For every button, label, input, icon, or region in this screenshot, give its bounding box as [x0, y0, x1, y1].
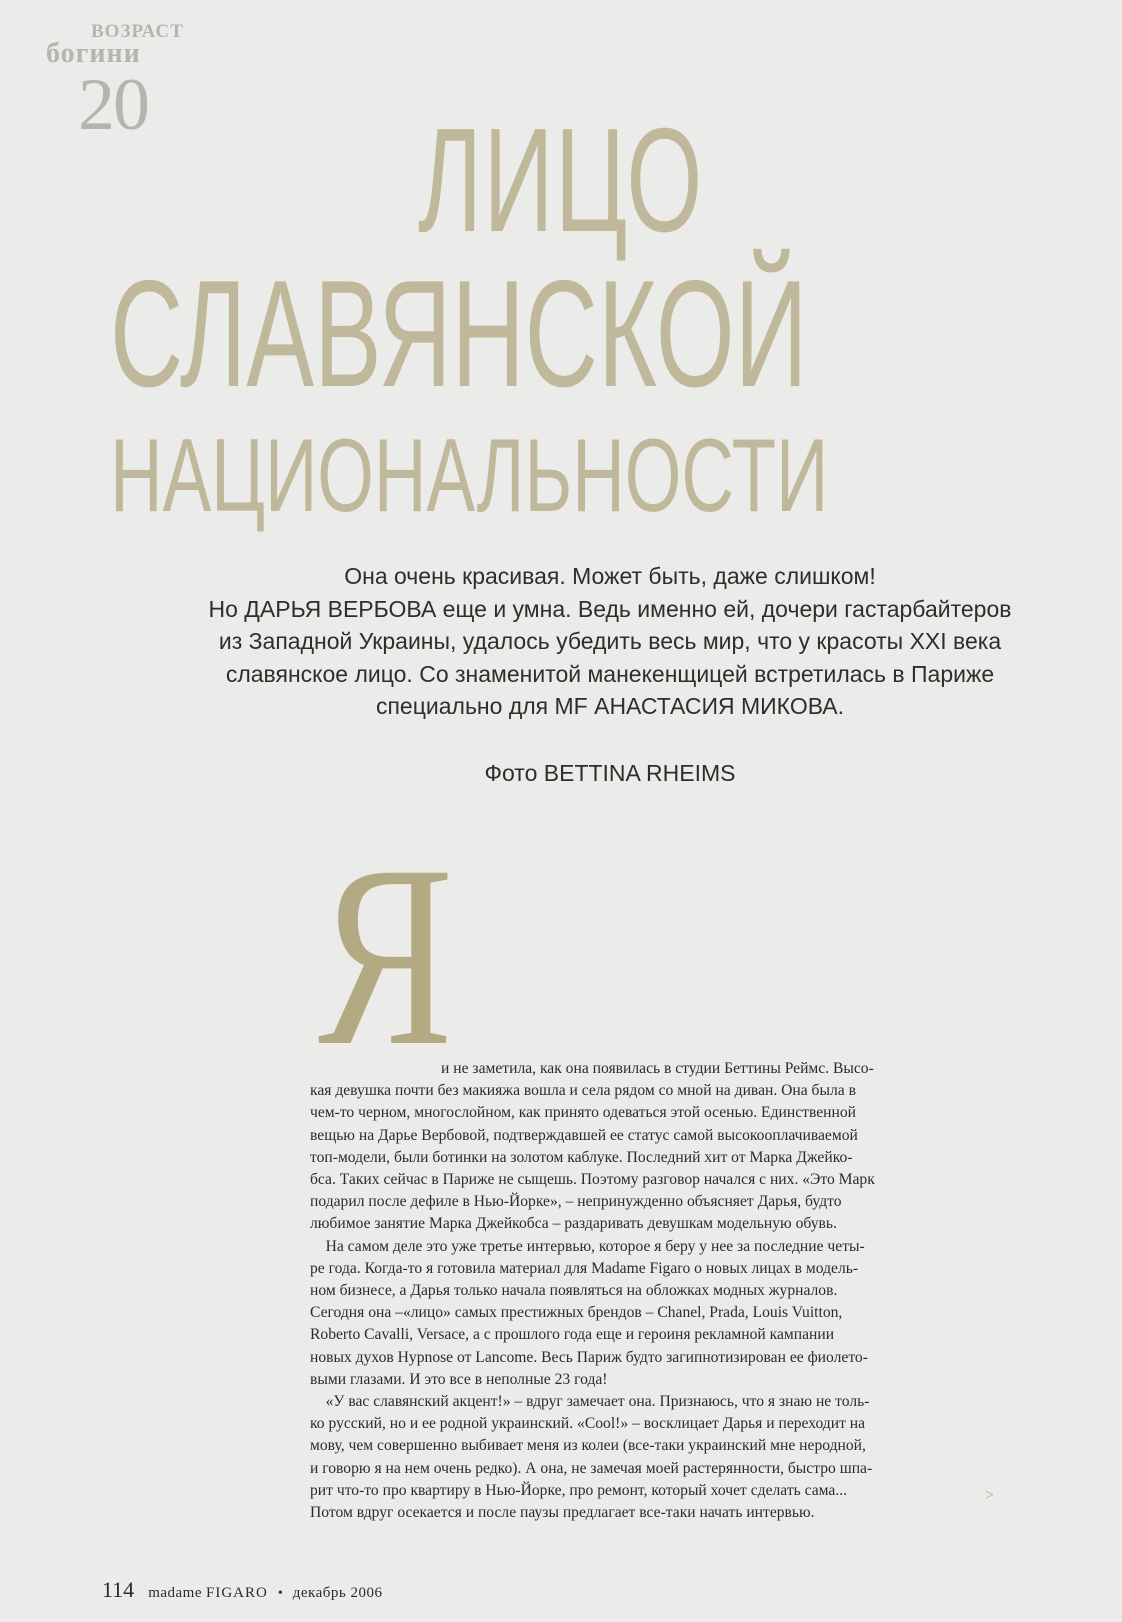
- lead-line: Но ДАРЬЯ ВЕРБОВА еще и умна. Ведь именно ей, дочери гастарбайтеров: [208, 595, 1012, 622]
- lead-line: славянское лицо. Со знаменитой манекенщицей встретилась в Париже: [225, 660, 995, 687]
- brand-name-part2: FIGARO: [206, 1585, 268, 1601]
- lead-line: Она очень красивая. Может быть, даже слишком!: [344, 563, 876, 589]
- body-line: выми глазами. И это все в неполные 23 года!: [310, 1370, 608, 1388]
- headline-line-3: НАЦИОНАЛЬНОСТИ: [110, 418, 829, 534]
- body-line: ном бизнесе, а Дарья только начала появляться на обложках модных журналов.: [310, 1282, 838, 1300]
- section-tag-number: 20: [78, 64, 148, 146]
- body-line: бса. Таких сейчас в Париже не сыщешь. Поэтому разговор начался с них. «Это Марк: [310, 1171, 875, 1189]
- body-line: новых духов Hypnose от Lancome. Весь Париж будто загипнотизирован ее фиолето-: [310, 1348, 868, 1366]
- brand-name-part1: madame: [148, 1585, 202, 1601]
- headline-line-1: ЛИЦО: [418, 98, 704, 263]
- page-number: 114: [102, 1577, 135, 1602]
- lead-line: из Западной Украины, удалось убедить весь мир, что у красоты XXI века: [218, 628, 1002, 654]
- footer-separator: •: [277, 1586, 283, 1601]
- issue-date: декабрь 2006: [292, 1585, 383, 1601]
- photo-credit: Фото BETTINA RHEIMS: [484, 760, 736, 786]
- body-line: кая девушка почти без макияжа вошла и села рядом со мной на диван. Она была в: [310, 1082, 856, 1100]
- body-line: мову, чем совершенно выбивает меня из колеи (все-таки украинский мне неродной,: [310, 1437, 866, 1455]
- body-line: Сегодня она –«лицо» самых престижных брендов – Chanel, Prada, Louis Vuitton,: [310, 1304, 843, 1322]
- section-tag-line1: ВОЗРАСТ: [91, 21, 184, 42]
- body-line: подарил после дефиле в Нью-Йорке», – непринужденно объясняет Дарья, будто: [310, 1193, 842, 1211]
- drop-cap: Я: [318, 812, 454, 1100]
- body-line: ре года. Когда-то я готовила материал для Madame Figaro о новых лицах в модель-: [310, 1259, 859, 1277]
- body-line: топ-модели, были ботинки на золотом каблуке. Последний хит от Марка Джейко-: [310, 1148, 853, 1166]
- lead-line: специально для MF АНАСТАСИЯ МИКОВА.: [375, 693, 845, 719]
- body-line: На самом деле это уже третье интервью, которое я беру у нее за последние четы-: [310, 1237, 865, 1255]
- body-line: «У вас славянский акцент!» – вдруг замечает она. Признаюсь, что я знаю не толь-: [310, 1393, 870, 1411]
- headline-line-2: СЛАВЯНСКОЙ: [110, 249, 808, 419]
- body-line: и говорю я на нем очень редко). А она, не замечая моей растерянности, быстро шпа-: [310, 1459, 873, 1477]
- page-footer: [102, 1577, 382, 1603]
- body-line: Потом вдруг осекается и после паузы предлагает все-таки начать интервью.: [310, 1504, 815, 1522]
- body-line: рит что-то про квартиру в Нью-Йорке, про ремонт, который хочет сделать сама...: [310, 1481, 848, 1499]
- body-line: любимое занятие Марка Джейкобса – раздаривать девушкам модельную обувь.: [310, 1215, 837, 1233]
- body-line: Roberto Cavalli, Versace, а с прошлого года еще и героиня рекламной кампании: [310, 1326, 835, 1344]
- body-line: вещью на Дарье Вербовой, подтверждавшей ее статус самой высокооплачиваемой: [310, 1126, 858, 1144]
- continue-marker: >: [985, 1487, 995, 1504]
- lead-paragraph: [130, 560, 1090, 723]
- body-line: и не заметила, как она появилась в студии Беттины Реймс. Высо-: [441, 1060, 874, 1077]
- body-line: ко русский, но и ее родной украинский. «Cool!» – восклицает Дарья и переходит на: [310, 1415, 866, 1433]
- body-line: чем-то черном, многослойном, как принято одеваться этой осенью. Единственной: [310, 1104, 856, 1122]
- article-body: [310, 1058, 998, 1524]
- section-tag-line2: богини: [46, 38, 141, 69]
